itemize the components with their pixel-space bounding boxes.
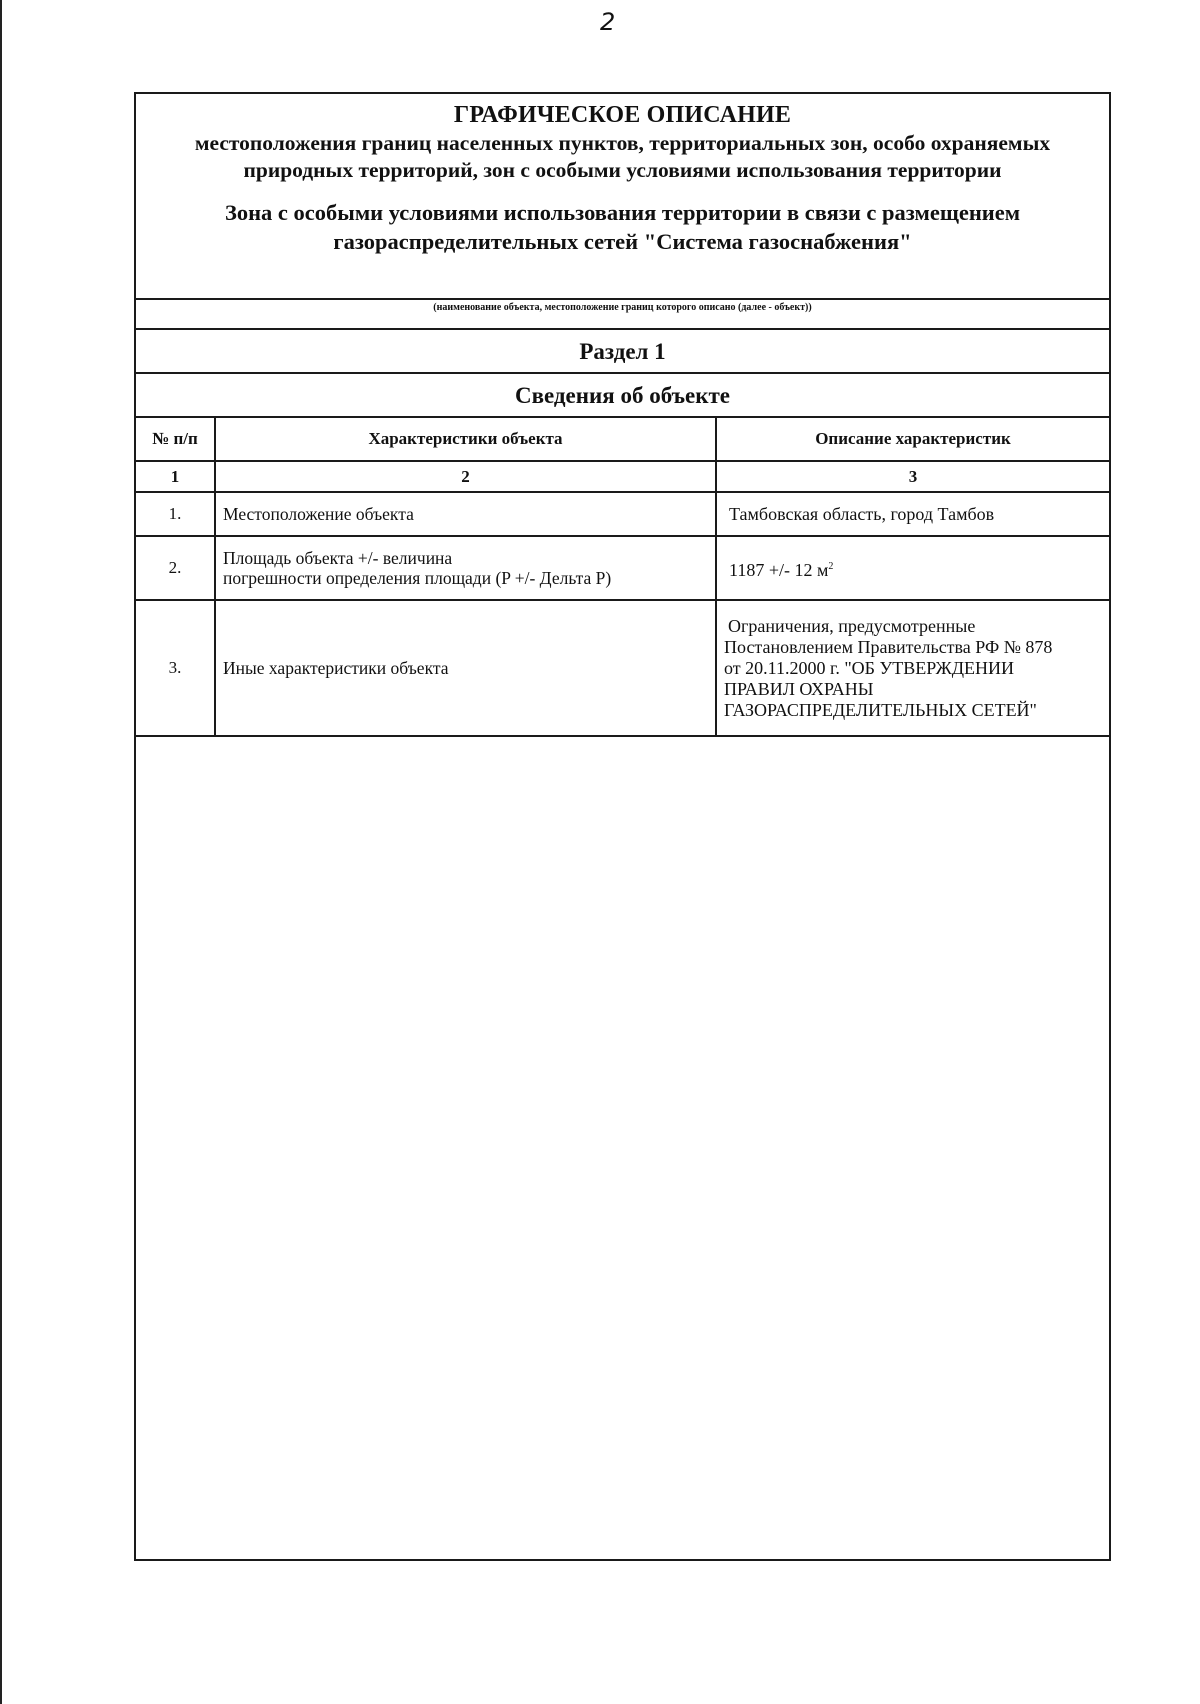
section-subtitle: Сведения об объекте: [136, 374, 1109, 418]
row-characteristic: [215, 536, 716, 600]
document-header: [136, 94, 1109, 300]
document-subtitle: местоположения границ населенных пунктов, территориальных зон, особо охраняемых природных территорий, зон с особыми условиями использования территории: [194, 131, 1051, 182]
table-row: [136, 600, 1109, 736]
row-number: 3.: [136, 600, 215, 736]
header-characteristic: Характеристики объекта: [215, 417, 716, 461]
column-number-2: 2: [215, 461, 716, 492]
restriction-line: Ограничения, предусмотренные: [728, 615, 976, 636]
object-info-table: [136, 416, 1109, 737]
restriction-line: Постановлением Правительства РФ № 878: [724, 636, 1053, 657]
table-row: [136, 536, 1109, 600]
restriction-line: ПРАВИЛ ОХРАНЫ: [724, 678, 874, 699]
row-description: [716, 600, 1109, 736]
restriction-line: от 20.11.2000 г. "ОБ УТВЕРЖДЕНИИ: [724, 657, 1015, 678]
zone-name: Зона с особыми условиями использования территории в связи с размещением газораспределительных сетей "Система газоснабжения": [224, 200, 1021, 254]
row-characteristic-line: погрешности определения площади (P +/- Дельта P): [223, 568, 612, 588]
row-number: 1.: [136, 492, 215, 536]
page-number: 2: [600, 8, 616, 36]
section-title: Раздел 1: [136, 330, 1109, 374]
row-description: [716, 536, 1109, 600]
table-row: [136, 492, 1109, 536]
area-unit-superscript: 2: [828, 560, 834, 572]
row-characteristic: Местоположение объекта: [215, 492, 716, 536]
header-number: № п/п: [136, 417, 215, 461]
row-description: Тамбовская область, город Тамбов: [716, 492, 1109, 536]
document-frame: [134, 92, 1111, 1561]
column-number-3: 3: [716, 461, 1109, 492]
row-characteristic-line: Площадь объекта +/- величина: [223, 548, 453, 568]
scan-edge-line: [0, 0, 2, 1704]
column-number-1: 1: [136, 461, 215, 492]
document-title: ГРАФИЧЕСКОЕ ОПИСАНИЕ: [453, 102, 792, 128]
row-number: 2.: [136, 536, 215, 600]
restriction-line: ГАЗОРАСПРЕДЕЛИТЕЛЬНЫХ СЕТЕЙ": [724, 699, 1037, 720]
row-characteristic: Иные характеристики объекта: [215, 600, 716, 736]
header-description: Описание характеристик: [716, 417, 1109, 461]
object-caption: (наименование объекта, местоположение границ которого описано (далее - объект)): [136, 300, 1109, 330]
table-header-row: [136, 417, 1109, 461]
area-value: 1187 +/- 12 м: [729, 559, 829, 580]
column-number-row: [136, 461, 1109, 492]
